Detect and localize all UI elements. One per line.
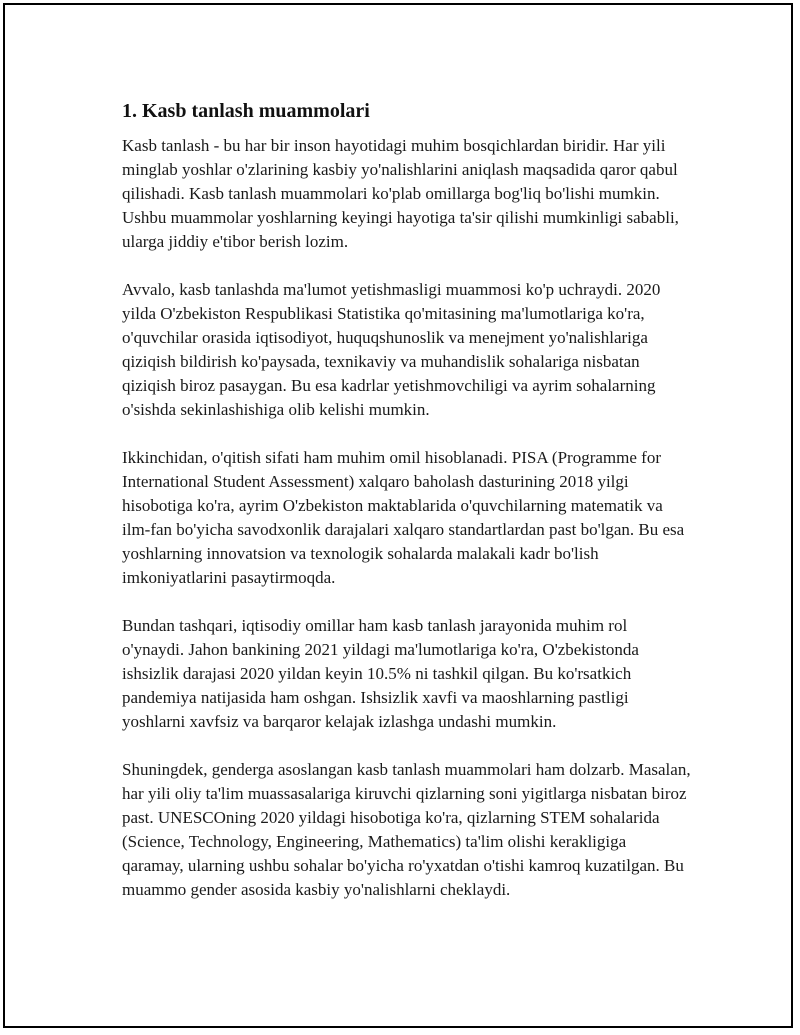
paragraph-education-quality: Ikkinchidan, o'qitish sifati ham muhim omil hisoblanadi. PISA (Programme for International Student Assessment) xalqaro baholash dasturining 2018 yilgi hisobotiga ko'ra, ayrim O'zbekiston maktablarida o'quvchilarning matematik va ilm-fan bo'yicha savodxonlik darajalari xalqaro standartlardan past bo'lgan. Bu esa yoshlarning innovatsion va texnologik sohalarda malakali kadr bo'lish imkoniyatlarini pasaytirmoqda. <box>122 448 685 587</box>
page-frame <box>3 3 793 1028</box>
section-title: 1. Kasb tanlash muammolari <box>122 100 370 122</box>
document-body <box>122 98 692 902</box>
paragraph-gender-issues: Shuningdek, genderga asoslangan kasb tanlash muammolari ham dolzarb. Masalan, har yili oliy ta'lim muassasalariga kiruvchi qizlarning soni yigitlarga nisbatan biroz past. UNESCOning 2020 yildagi hisobotiga ko'ra, qizlarning STEM sohalarida (Science, Technology, Engineering, Mathematics) ta'lim olishi kerakligiga qaramay, ularning ushbu sohalar bo'yicha ro'yxatdan o'tishi kamroq kuzatilgan. Bu muammo gender asosida kasbiy yo'nalishlarni cheklaydi. <box>122 760 691 899</box>
paragraph-intro: Kasb tanlash - bu har bir inson hayotidagi muhim bosqichlardan biridir. Har yili minglab yoshlar o'zlarining kasbiy yo'nalishlarini aniqlash maqsadida qaror qabul qilishadi. Kasb tanlash muammolari ko'plab omillarga bog'liq bo'lishi mumkin. Ushbu muammolar yoshlarning keyingi hayotiga ta'sir qilishi mumkinligi sababli, ularga jiddiy e'tibor berish lozim. <box>122 136 679 251</box>
paragraph-economic-factors: Bundan tashqari, iqtisodiy omillar ham kasb tanlash jarayonida muhim rol o'ynaydi. Jahon bankining 2021 yildagi ma'lumotlariga ko'ra, O'zbekistonda ishsizlik darajasi 2020 yildan keyin 10.5% ni tashkil qilgan. Bu ko'rsatkich pandemiya natijasida ham oshgan. Ishsizlik xavfi va maoshlarning pastligi yoshlarni xavfsiz va barqaror kelajak izlashga undashi mumkin. <box>122 616 639 731</box>
paragraph-information-gap: Avvalo, kasb tanlashda ma'lumot yetishmasligi muammosi ko'p uchraydi. 2020 yilda O'zbekiston Respublikasi Statistika qo'mitasining ma'lumotlariga ko'ra, o'quvchilar orasida iqtisodiyot, huquqshunoslik va menejment yo'nalishlariga qiziqish bildirish ko'paysada, texnikaviy va muhandislik sohalariga nisbatan qiziqish biroz pasaygan. Bu esa kadrlar yetishmovchiligi va ayrim sohalarning o'sishda sekinlashishiga olib kelishi mumkin. <box>122 280 661 419</box>
